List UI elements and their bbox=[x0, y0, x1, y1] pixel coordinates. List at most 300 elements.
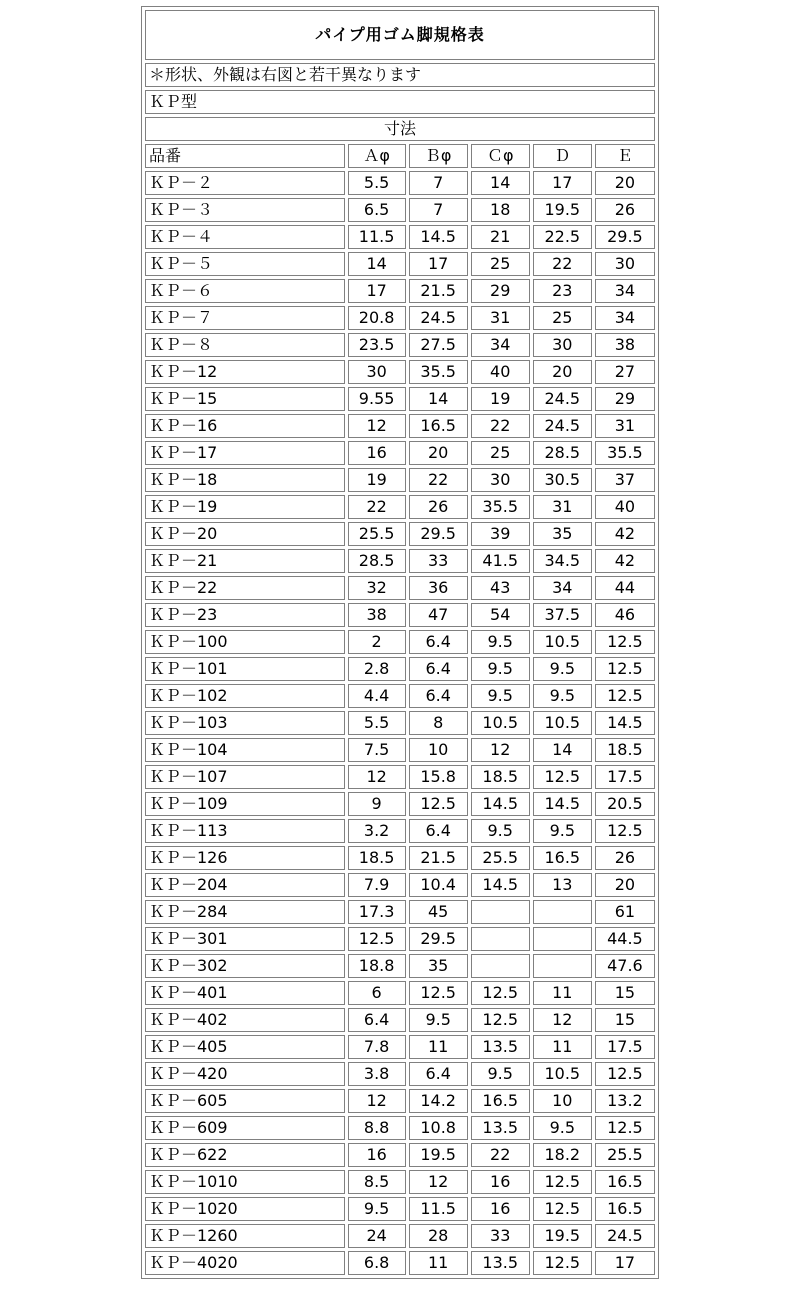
c-diameter-cell: 30 bbox=[471, 468, 530, 492]
d-cell: 12 bbox=[533, 1008, 592, 1032]
d-cell: 9.5 bbox=[533, 657, 592, 681]
a-diameter-cell: 24 bbox=[348, 1224, 406, 1248]
part-number-cell: ＫＰ－126 bbox=[145, 846, 345, 870]
d-cell: 20 bbox=[533, 360, 592, 384]
table-row bbox=[145, 1251, 655, 1275]
e-cell: 17.5 bbox=[595, 765, 655, 789]
part-number-cell: ＫＰ－15 bbox=[145, 387, 345, 411]
d-cell: 10.5 bbox=[533, 1062, 592, 1086]
d-cell: 30 bbox=[533, 333, 592, 357]
spec-table-container bbox=[141, 6, 659, 1279]
b-diameter-cell: 20 bbox=[409, 441, 468, 465]
part-number-cell: ＫＰ－113 bbox=[145, 819, 345, 843]
table-row bbox=[145, 603, 655, 627]
table-row bbox=[145, 630, 655, 654]
b-diameter-cell: 15.8 bbox=[409, 765, 468, 789]
table-row bbox=[145, 414, 655, 438]
c-diameter-cell: 35.5 bbox=[471, 495, 530, 519]
part-number-cell: ＫＰ－4020 bbox=[145, 1251, 345, 1275]
d-cell: 34 bbox=[533, 576, 592, 600]
a-diameter-cell: 12 bbox=[348, 1089, 406, 1113]
c-diameter-cell: 13.5 bbox=[471, 1035, 530, 1059]
a-diameter-cell: 17 bbox=[348, 279, 406, 303]
b-diameter-cell: 22 bbox=[409, 468, 468, 492]
table-row bbox=[145, 846, 655, 870]
table-row bbox=[145, 387, 655, 411]
a-diameter-cell: 2 bbox=[348, 630, 406, 654]
part-number-cell: ＫＰ－420 bbox=[145, 1062, 345, 1086]
e-cell: 26 bbox=[595, 846, 655, 870]
part-number-cell: ＫＰ－401 bbox=[145, 981, 345, 1005]
table-row bbox=[145, 576, 655, 600]
part-number-cell: ＫＰ－1010 bbox=[145, 1170, 345, 1194]
e-cell: 40 bbox=[595, 495, 655, 519]
e-cell: 26 bbox=[595, 198, 655, 222]
c-diameter-cell: 43 bbox=[471, 576, 530, 600]
part-number-cell: ＫＰ－101 bbox=[145, 657, 345, 681]
b-diameter-cell: 9.5 bbox=[409, 1008, 468, 1032]
b-diameter-cell: 27.5 bbox=[409, 333, 468, 357]
b-diameter-cell: 28 bbox=[409, 1224, 468, 1248]
d-cell bbox=[533, 954, 592, 978]
d-cell: 12.5 bbox=[533, 1197, 592, 1221]
e-cell: 46 bbox=[595, 603, 655, 627]
part-number-cell: ＫＰ－605 bbox=[145, 1089, 345, 1113]
c-diameter-cell: 41.5 bbox=[471, 549, 530, 573]
a-diameter-cell: 6 bbox=[348, 981, 406, 1005]
part-number-cell: ＫＰ－107 bbox=[145, 765, 345, 789]
e-cell: 12.5 bbox=[595, 1116, 655, 1140]
table-row bbox=[145, 900, 655, 924]
d-cell: 28.5 bbox=[533, 441, 592, 465]
table-row bbox=[145, 468, 655, 492]
d-cell: 35 bbox=[533, 522, 592, 546]
e-cell: 47.6 bbox=[595, 954, 655, 978]
a-diameter-cell: 8.5 bbox=[348, 1170, 406, 1194]
a-diameter-cell: 7.5 bbox=[348, 738, 406, 762]
part-number-cell: ＫＰ－1020 bbox=[145, 1197, 345, 1221]
c-diameter-cell: 16 bbox=[471, 1197, 530, 1221]
spec-table bbox=[141, 6, 659, 1279]
a-diameter-cell: 3.8 bbox=[348, 1062, 406, 1086]
a-diameter-cell: 32 bbox=[348, 576, 406, 600]
a-diameter-cell: 18.8 bbox=[348, 954, 406, 978]
c-diameter-cell: 18 bbox=[471, 198, 530, 222]
column-header-c-diameter: Ｃφ bbox=[471, 144, 530, 168]
c-diameter-cell: 13.5 bbox=[471, 1116, 530, 1140]
part-number-cell: ＫＰ－609 bbox=[145, 1116, 345, 1140]
d-cell: 17 bbox=[533, 171, 592, 195]
part-number-cell: ＫＰ－109 bbox=[145, 792, 345, 816]
d-cell: 37.5 bbox=[533, 603, 592, 627]
b-diameter-cell: 12.5 bbox=[409, 792, 468, 816]
shape-note: ＊形状、外観は右図と若干異なります bbox=[145, 63, 655, 87]
part-number-cell: ＫＰ－103 bbox=[145, 711, 345, 735]
d-cell: 22.5 bbox=[533, 225, 592, 249]
part-number-cell: ＫＰ－302 bbox=[145, 954, 345, 978]
e-cell: 44 bbox=[595, 576, 655, 600]
table-row bbox=[145, 1197, 655, 1221]
d-cell: 11 bbox=[533, 981, 592, 1005]
part-number-cell: ＫＰ－12 bbox=[145, 360, 345, 384]
table-row bbox=[145, 1008, 655, 1032]
a-diameter-cell: 5.5 bbox=[348, 711, 406, 735]
e-cell: 35.5 bbox=[595, 441, 655, 465]
table-row bbox=[145, 1062, 655, 1086]
b-diameter-cell: 35 bbox=[409, 954, 468, 978]
e-cell: 15 bbox=[595, 1008, 655, 1032]
a-diameter-cell: 3.2 bbox=[348, 819, 406, 843]
b-diameter-cell: 45 bbox=[409, 900, 468, 924]
table-row bbox=[145, 711, 655, 735]
part-number-cell: ＫＰ－22 bbox=[145, 576, 345, 600]
part-number-cell: ＫＰ－622 bbox=[145, 1143, 345, 1167]
a-diameter-cell: 6.4 bbox=[348, 1008, 406, 1032]
d-cell bbox=[533, 900, 592, 924]
part-number-cell: ＫＰ－８ bbox=[145, 333, 345, 357]
d-cell: 24.5 bbox=[533, 387, 592, 411]
table-row bbox=[145, 657, 655, 681]
c-diameter-cell: 16.5 bbox=[471, 1089, 530, 1113]
b-diameter-cell: 11 bbox=[409, 1251, 468, 1275]
table-row bbox=[145, 549, 655, 573]
part-number-cell: ＫＰ－104 bbox=[145, 738, 345, 762]
table-row bbox=[145, 684, 655, 708]
e-cell: 25.5 bbox=[595, 1143, 655, 1167]
e-cell: 34 bbox=[595, 306, 655, 330]
table-row bbox=[145, 1116, 655, 1140]
part-number-cell: ＫＰ－18 bbox=[145, 468, 345, 492]
c-diameter-cell: 12 bbox=[471, 738, 530, 762]
d-cell: 10.5 bbox=[533, 630, 592, 654]
d-cell: 12.5 bbox=[533, 1170, 592, 1194]
d-cell: 12.5 bbox=[533, 1251, 592, 1275]
b-diameter-cell: 33 bbox=[409, 549, 468, 573]
a-diameter-cell: 12.5 bbox=[348, 927, 406, 951]
a-diameter-cell: 7.8 bbox=[348, 1035, 406, 1059]
part-number-cell: ＫＰ－20 bbox=[145, 522, 345, 546]
d-cell: 11 bbox=[533, 1035, 592, 1059]
e-cell: 12.5 bbox=[595, 657, 655, 681]
b-diameter-cell: 29.5 bbox=[409, 927, 468, 951]
c-diameter-cell: 14.5 bbox=[471, 873, 530, 897]
a-diameter-cell: 38 bbox=[348, 603, 406, 627]
b-diameter-cell: 29.5 bbox=[409, 522, 468, 546]
a-diameter-cell: 9.55 bbox=[348, 387, 406, 411]
part-number-cell: ＫＰ－17 bbox=[145, 441, 345, 465]
e-cell: 17.5 bbox=[595, 1035, 655, 1059]
b-diameter-cell: 6.4 bbox=[409, 630, 468, 654]
c-diameter-cell: 9.5 bbox=[471, 630, 530, 654]
table-row bbox=[145, 252, 655, 276]
column-header-b-diameter: Ｂφ bbox=[409, 144, 468, 168]
a-diameter-cell: 8.8 bbox=[348, 1116, 406, 1140]
e-cell: 16.5 bbox=[595, 1197, 655, 1221]
a-diameter-cell: 19 bbox=[348, 468, 406, 492]
d-cell: 25 bbox=[533, 306, 592, 330]
table-row bbox=[145, 171, 655, 195]
part-number-cell: ＫＰ－７ bbox=[145, 306, 345, 330]
e-cell: 44.5 bbox=[595, 927, 655, 951]
b-diameter-cell: 16.5 bbox=[409, 414, 468, 438]
table-row bbox=[145, 279, 655, 303]
e-cell: 13.2 bbox=[595, 1089, 655, 1113]
table-row bbox=[145, 1224, 655, 1248]
dimension-header: 寸法 bbox=[145, 117, 655, 141]
table-row bbox=[145, 954, 655, 978]
c-diameter-cell: 33 bbox=[471, 1224, 530, 1248]
part-number-cell: ＫＰ－６ bbox=[145, 279, 345, 303]
a-diameter-cell: 5.5 bbox=[348, 171, 406, 195]
table-row bbox=[145, 198, 655, 222]
c-diameter-cell: 21 bbox=[471, 225, 530, 249]
column-header-e: Ｅ bbox=[595, 144, 655, 168]
b-diameter-cell: 10 bbox=[409, 738, 468, 762]
a-diameter-cell: 14 bbox=[348, 252, 406, 276]
b-diameter-cell: 7 bbox=[409, 171, 468, 195]
c-diameter-cell: 12.5 bbox=[471, 981, 530, 1005]
c-diameter-cell: 29 bbox=[471, 279, 530, 303]
column-header-row bbox=[145, 144, 655, 168]
e-cell: 18.5 bbox=[595, 738, 655, 762]
c-diameter-cell: 25 bbox=[471, 441, 530, 465]
b-diameter-cell: 12.5 bbox=[409, 981, 468, 1005]
e-cell: 42 bbox=[595, 522, 655, 546]
part-number-cell: ＫＰ－23 bbox=[145, 603, 345, 627]
part-number-cell: ＫＰ－２ bbox=[145, 171, 345, 195]
table-row bbox=[145, 495, 655, 519]
table-row bbox=[145, 1035, 655, 1059]
table-title: パイプ用ゴム脚規格表 bbox=[145, 10, 655, 60]
e-cell: 14.5 bbox=[595, 711, 655, 735]
table-row bbox=[145, 522, 655, 546]
d-cell: 9.5 bbox=[533, 819, 592, 843]
b-diameter-cell: 12 bbox=[409, 1170, 468, 1194]
part-number-cell: ＫＰ－405 bbox=[145, 1035, 345, 1059]
c-diameter-cell: 10.5 bbox=[471, 711, 530, 735]
d-cell: 30.5 bbox=[533, 468, 592, 492]
c-diameter-cell: 9.5 bbox=[471, 657, 530, 681]
e-cell: 12.5 bbox=[595, 684, 655, 708]
c-diameter-cell: 19 bbox=[471, 387, 530, 411]
b-diameter-cell: 8 bbox=[409, 711, 468, 735]
type-label: ＫＰ型 bbox=[145, 90, 655, 114]
c-diameter-cell: 34 bbox=[471, 333, 530, 357]
c-diameter-cell bbox=[471, 927, 530, 951]
a-diameter-cell: 12 bbox=[348, 765, 406, 789]
part-number-cell: ＫＰ－５ bbox=[145, 252, 345, 276]
c-diameter-cell: 9.5 bbox=[471, 1062, 530, 1086]
d-cell: 9.5 bbox=[533, 684, 592, 708]
a-diameter-cell: 18.5 bbox=[348, 846, 406, 870]
part-number-cell: ＫＰ－301 bbox=[145, 927, 345, 951]
table-row bbox=[145, 360, 655, 384]
part-number-cell: ＫＰ－284 bbox=[145, 900, 345, 924]
a-diameter-cell: 28.5 bbox=[348, 549, 406, 573]
part-number-cell: ＫＰ－４ bbox=[145, 225, 345, 249]
a-diameter-cell: 6.8 bbox=[348, 1251, 406, 1275]
e-cell: 61 bbox=[595, 900, 655, 924]
column-header-d: Ｄ bbox=[533, 144, 592, 168]
e-cell: 12.5 bbox=[595, 819, 655, 843]
c-diameter-cell: 22 bbox=[471, 1143, 530, 1167]
a-diameter-cell: 23.5 bbox=[348, 333, 406, 357]
d-cell: 10 bbox=[533, 1089, 592, 1113]
part-number-cell: ＫＰ－21 bbox=[145, 549, 345, 573]
d-cell: 14.5 bbox=[533, 792, 592, 816]
part-number-cell: ＫＰ－402 bbox=[145, 1008, 345, 1032]
b-diameter-cell: 11.5 bbox=[409, 1197, 468, 1221]
a-diameter-cell: 7.9 bbox=[348, 873, 406, 897]
d-cell: 34.5 bbox=[533, 549, 592, 573]
a-diameter-cell: 20.8 bbox=[348, 306, 406, 330]
d-cell: 12.5 bbox=[533, 765, 592, 789]
c-diameter-cell: 9.5 bbox=[471, 819, 530, 843]
table-row bbox=[145, 306, 655, 330]
d-cell: 18.2 bbox=[533, 1143, 592, 1167]
b-diameter-cell: 35.5 bbox=[409, 360, 468, 384]
b-diameter-cell: 24.5 bbox=[409, 306, 468, 330]
table-row bbox=[145, 792, 655, 816]
table-row bbox=[145, 1170, 655, 1194]
d-cell: 24.5 bbox=[533, 414, 592, 438]
table-row bbox=[145, 1143, 655, 1167]
a-diameter-cell: 6.5 bbox=[348, 198, 406, 222]
d-cell: 31 bbox=[533, 495, 592, 519]
d-cell: 19.5 bbox=[533, 198, 592, 222]
d-cell bbox=[533, 927, 592, 951]
a-diameter-cell: 17.3 bbox=[348, 900, 406, 924]
e-cell: 27 bbox=[595, 360, 655, 384]
a-diameter-cell: 11.5 bbox=[348, 225, 406, 249]
b-diameter-cell: 21.5 bbox=[409, 279, 468, 303]
d-cell: 19.5 bbox=[533, 1224, 592, 1248]
b-diameter-cell: 19.5 bbox=[409, 1143, 468, 1167]
e-cell: 29.5 bbox=[595, 225, 655, 249]
table-row bbox=[145, 333, 655, 357]
d-cell: 14 bbox=[533, 738, 592, 762]
b-diameter-cell: 14 bbox=[409, 387, 468, 411]
a-diameter-cell: 4.4 bbox=[348, 684, 406, 708]
b-diameter-cell: 10.4 bbox=[409, 873, 468, 897]
c-diameter-cell: 14.5 bbox=[471, 792, 530, 816]
table-row bbox=[145, 873, 655, 897]
d-cell: 10.5 bbox=[533, 711, 592, 735]
part-number-cell: ＫＰ－100 bbox=[145, 630, 345, 654]
e-cell: 37 bbox=[595, 468, 655, 492]
b-diameter-cell: 36 bbox=[409, 576, 468, 600]
part-number-cell: ＫＰ－204 bbox=[145, 873, 345, 897]
e-cell: 31 bbox=[595, 414, 655, 438]
e-cell: 20 bbox=[595, 873, 655, 897]
b-diameter-cell: 6.4 bbox=[409, 1062, 468, 1086]
column-header-part-number: 品番 bbox=[145, 144, 345, 168]
table-row bbox=[145, 738, 655, 762]
part-number-cell: ＫＰ－102 bbox=[145, 684, 345, 708]
c-diameter-cell: 40 bbox=[471, 360, 530, 384]
e-cell: 15 bbox=[595, 981, 655, 1005]
c-diameter-cell: 25 bbox=[471, 252, 530, 276]
a-diameter-cell: 9.5 bbox=[348, 1197, 406, 1221]
e-cell: 17 bbox=[595, 1251, 655, 1275]
part-number-cell: ＫＰ－1260 bbox=[145, 1224, 345, 1248]
b-diameter-cell: 7 bbox=[409, 198, 468, 222]
c-diameter-cell: 25.5 bbox=[471, 846, 530, 870]
d-cell: 22 bbox=[533, 252, 592, 276]
c-diameter-cell: 14 bbox=[471, 171, 530, 195]
e-cell: 20 bbox=[595, 171, 655, 195]
b-diameter-cell: 6.4 bbox=[409, 684, 468, 708]
table-row bbox=[145, 441, 655, 465]
c-diameter-cell: 16 bbox=[471, 1170, 530, 1194]
a-diameter-cell: 2.8 bbox=[348, 657, 406, 681]
d-cell: 9.5 bbox=[533, 1116, 592, 1140]
e-cell: 34 bbox=[595, 279, 655, 303]
e-cell: 12.5 bbox=[595, 1062, 655, 1086]
b-diameter-cell: 14.5 bbox=[409, 225, 468, 249]
part-number-cell: ＫＰ－19 bbox=[145, 495, 345, 519]
column-header-a-diameter: Ａφ bbox=[348, 144, 406, 168]
c-diameter-cell: 13.5 bbox=[471, 1251, 530, 1275]
e-cell: 16.5 bbox=[595, 1170, 655, 1194]
c-diameter-cell: 22 bbox=[471, 414, 530, 438]
d-cell: 16.5 bbox=[533, 846, 592, 870]
a-diameter-cell: 30 bbox=[348, 360, 406, 384]
b-diameter-cell: 10.8 bbox=[409, 1116, 468, 1140]
c-diameter-cell bbox=[471, 954, 530, 978]
table-row bbox=[145, 765, 655, 789]
e-cell: 38 bbox=[595, 333, 655, 357]
e-cell: 12.5 bbox=[595, 630, 655, 654]
part-number-cell: ＫＰ－３ bbox=[145, 198, 345, 222]
b-diameter-cell: 21.5 bbox=[409, 846, 468, 870]
table-row bbox=[145, 981, 655, 1005]
table-row bbox=[145, 927, 655, 951]
b-diameter-cell: 14.2 bbox=[409, 1089, 468, 1113]
e-cell: 42 bbox=[595, 549, 655, 573]
a-diameter-cell: 16 bbox=[348, 441, 406, 465]
a-diameter-cell: 12 bbox=[348, 414, 406, 438]
a-diameter-cell: 9 bbox=[348, 792, 406, 816]
c-diameter-cell: 18.5 bbox=[471, 765, 530, 789]
e-cell: 24.5 bbox=[595, 1224, 655, 1248]
c-diameter-cell: 9.5 bbox=[471, 684, 530, 708]
d-cell: 23 bbox=[533, 279, 592, 303]
e-cell: 29 bbox=[595, 387, 655, 411]
c-diameter-cell: 12.5 bbox=[471, 1008, 530, 1032]
e-cell: 20.5 bbox=[595, 792, 655, 816]
table-row bbox=[145, 225, 655, 249]
a-diameter-cell: 22 bbox=[348, 495, 406, 519]
b-diameter-cell: 17 bbox=[409, 252, 468, 276]
b-diameter-cell: 6.4 bbox=[409, 657, 468, 681]
b-diameter-cell: 26 bbox=[409, 495, 468, 519]
b-diameter-cell: 6.4 bbox=[409, 819, 468, 843]
d-cell: 13 bbox=[533, 873, 592, 897]
a-diameter-cell: 16 bbox=[348, 1143, 406, 1167]
c-diameter-cell bbox=[471, 900, 530, 924]
b-diameter-cell: 11 bbox=[409, 1035, 468, 1059]
table-row bbox=[145, 1089, 655, 1113]
a-diameter-cell: 25.5 bbox=[348, 522, 406, 546]
table-row bbox=[145, 819, 655, 843]
c-diameter-cell: 54 bbox=[471, 603, 530, 627]
part-number-cell: ＫＰ－16 bbox=[145, 414, 345, 438]
e-cell: 30 bbox=[595, 252, 655, 276]
b-diameter-cell: 47 bbox=[409, 603, 468, 627]
c-diameter-cell: 31 bbox=[471, 306, 530, 330]
c-diameter-cell: 39 bbox=[471, 522, 530, 546]
